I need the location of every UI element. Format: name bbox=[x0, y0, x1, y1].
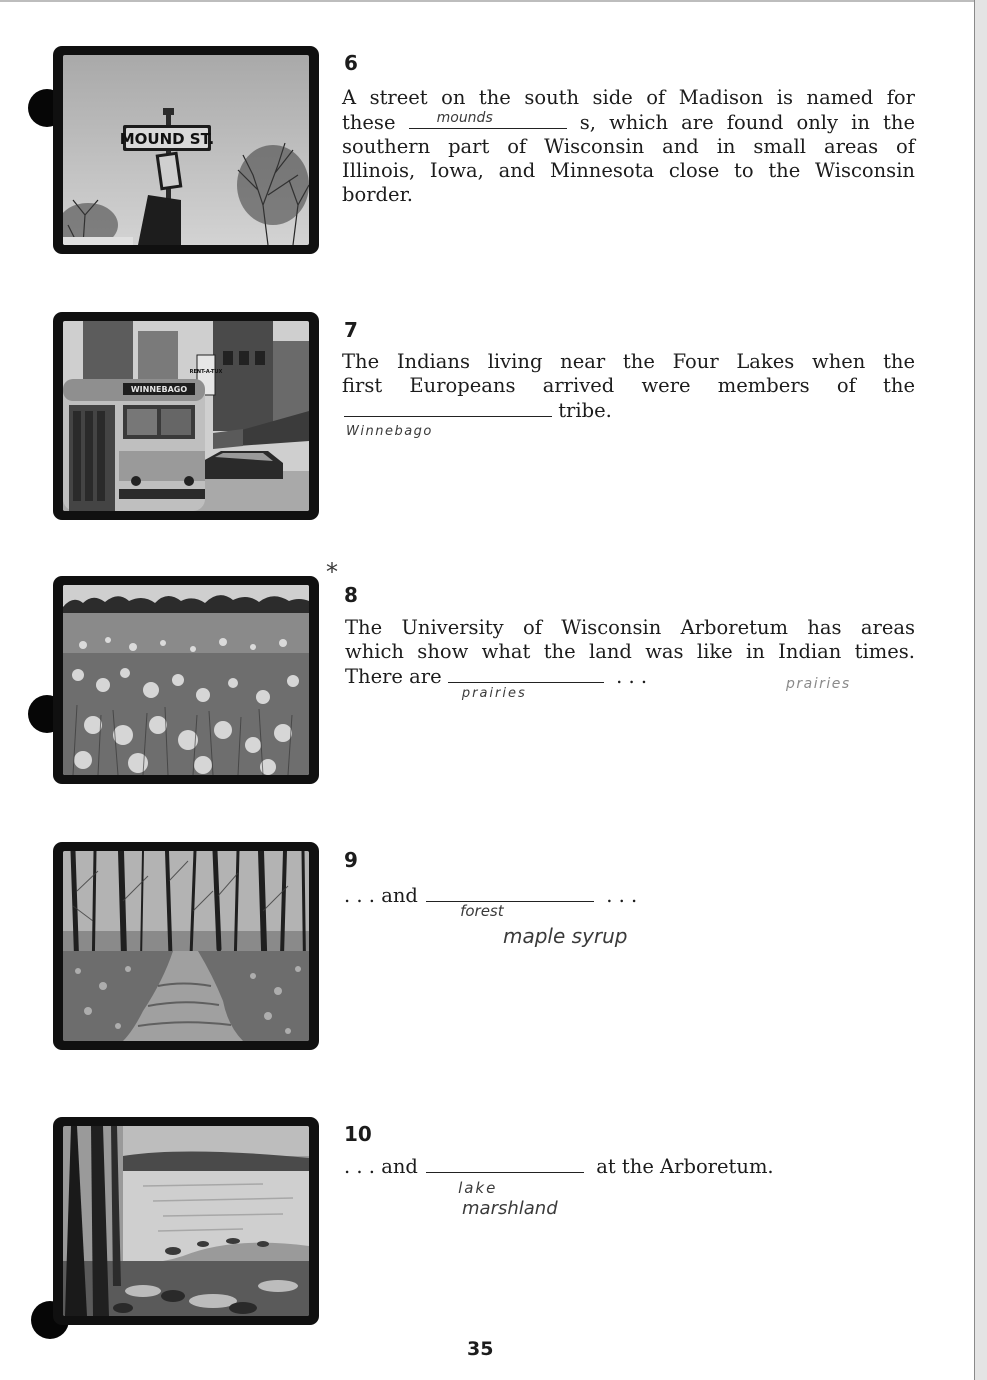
photo-forest-path bbox=[53, 842, 319, 1050]
answer-blank-8[interactable] bbox=[448, 664, 604, 701]
question-9-line-after: . . . bbox=[606, 884, 638, 907]
mound-sign-text: MOUND ST. bbox=[119, 130, 215, 148]
question-number-10: 10 bbox=[344, 1122, 372, 1146]
question-10-text bbox=[344, 1154, 917, 1197]
handwritten-extra-9: maple syrup bbox=[503, 924, 628, 948]
question-number-6: 6 bbox=[344, 51, 358, 75]
question-8-line-2: which show what the land was like in Indian times. bbox=[345, 640, 915, 663]
top-rule bbox=[0, 0, 974, 2]
photo-prairie bbox=[53, 576, 319, 784]
question-6-line-4: Illinois, Iowa, and Minnesota close to the Wisconsin bbox=[342, 159, 915, 182]
question-6-line-2 bbox=[342, 110, 915, 135]
answer-blank-7[interactable] bbox=[344, 398, 552, 439]
question-9-line-1 bbox=[344, 883, 917, 920]
question-6-line-5: border. bbox=[342, 183, 413, 206]
question-number-7: 7 bbox=[344, 318, 358, 342]
handwritten-answer-6: mounds bbox=[436, 110, 493, 126]
page-number: 35 bbox=[467, 1338, 494, 1360]
question-8-line-1: The University of Wisconsin Arboretum has areas bbox=[345, 616, 915, 639]
question-10-line-before: . . . and bbox=[344, 1155, 418, 1178]
handwritten-answer-8: prairies bbox=[461, 686, 527, 701]
photo-lake-shore bbox=[53, 1117, 319, 1325]
page-edge bbox=[974, 0, 987, 1380]
question-8-line-3-after: . . . bbox=[616, 665, 648, 688]
handwritten-answer-10: lake bbox=[458, 1179, 498, 1197]
question-6-line-3: southern part of Wisconsin and in small areas of bbox=[342, 135, 915, 158]
question-9-text bbox=[344, 883, 917, 920]
question-8-line-3-before: There are bbox=[345, 665, 442, 688]
question-6-line-2-after: s, which are found only in the bbox=[579, 111, 915, 134]
question-7-line-3-after: tribe. bbox=[558, 399, 612, 422]
photo-winnebago-bus bbox=[53, 312, 319, 520]
question-number-8: 8 bbox=[344, 583, 358, 607]
question-10-line-after: at the Arboretum. bbox=[596, 1155, 774, 1178]
answer-blank-9[interactable] bbox=[426, 883, 594, 920]
question-7-line-2: first Europeans arrived were members of the bbox=[342, 374, 915, 397]
star-mark-8: * bbox=[326, 558, 338, 586]
question-6-line-2-before: these bbox=[342, 111, 396, 134]
store-sign-text: RENT-A-TUX bbox=[189, 369, 223, 375]
question-9-line-before: . . . and bbox=[344, 884, 418, 907]
answer-blank-10[interactable] bbox=[426, 1154, 584, 1197]
handwritten-margin-note-8: prairies bbox=[786, 676, 851, 692]
question-7-line-3 bbox=[342, 398, 915, 439]
question-6-line-1: A street on the south side of Madison is named for bbox=[342, 86, 915, 109]
question-number-9: 9 bbox=[344, 848, 358, 872]
question-7-line-1: The Indians living near the Four Lakes when the bbox=[342, 350, 915, 373]
answer-blank-6[interactable] bbox=[409, 110, 567, 129]
question-6-text bbox=[342, 86, 915, 207]
photo-mound-street-sign bbox=[53, 46, 319, 254]
question-7-text bbox=[342, 350, 915, 439]
handwritten-answer-7: Winnebago bbox=[346, 424, 433, 439]
bus-sign-text: WINNEBAGO bbox=[130, 385, 188, 394]
question-10-line-1 bbox=[344, 1154, 917, 1197]
handwritten-extra-10: marshland bbox=[462, 1198, 558, 1219]
handwritten-answer-9: forest bbox=[460, 902, 504, 920]
